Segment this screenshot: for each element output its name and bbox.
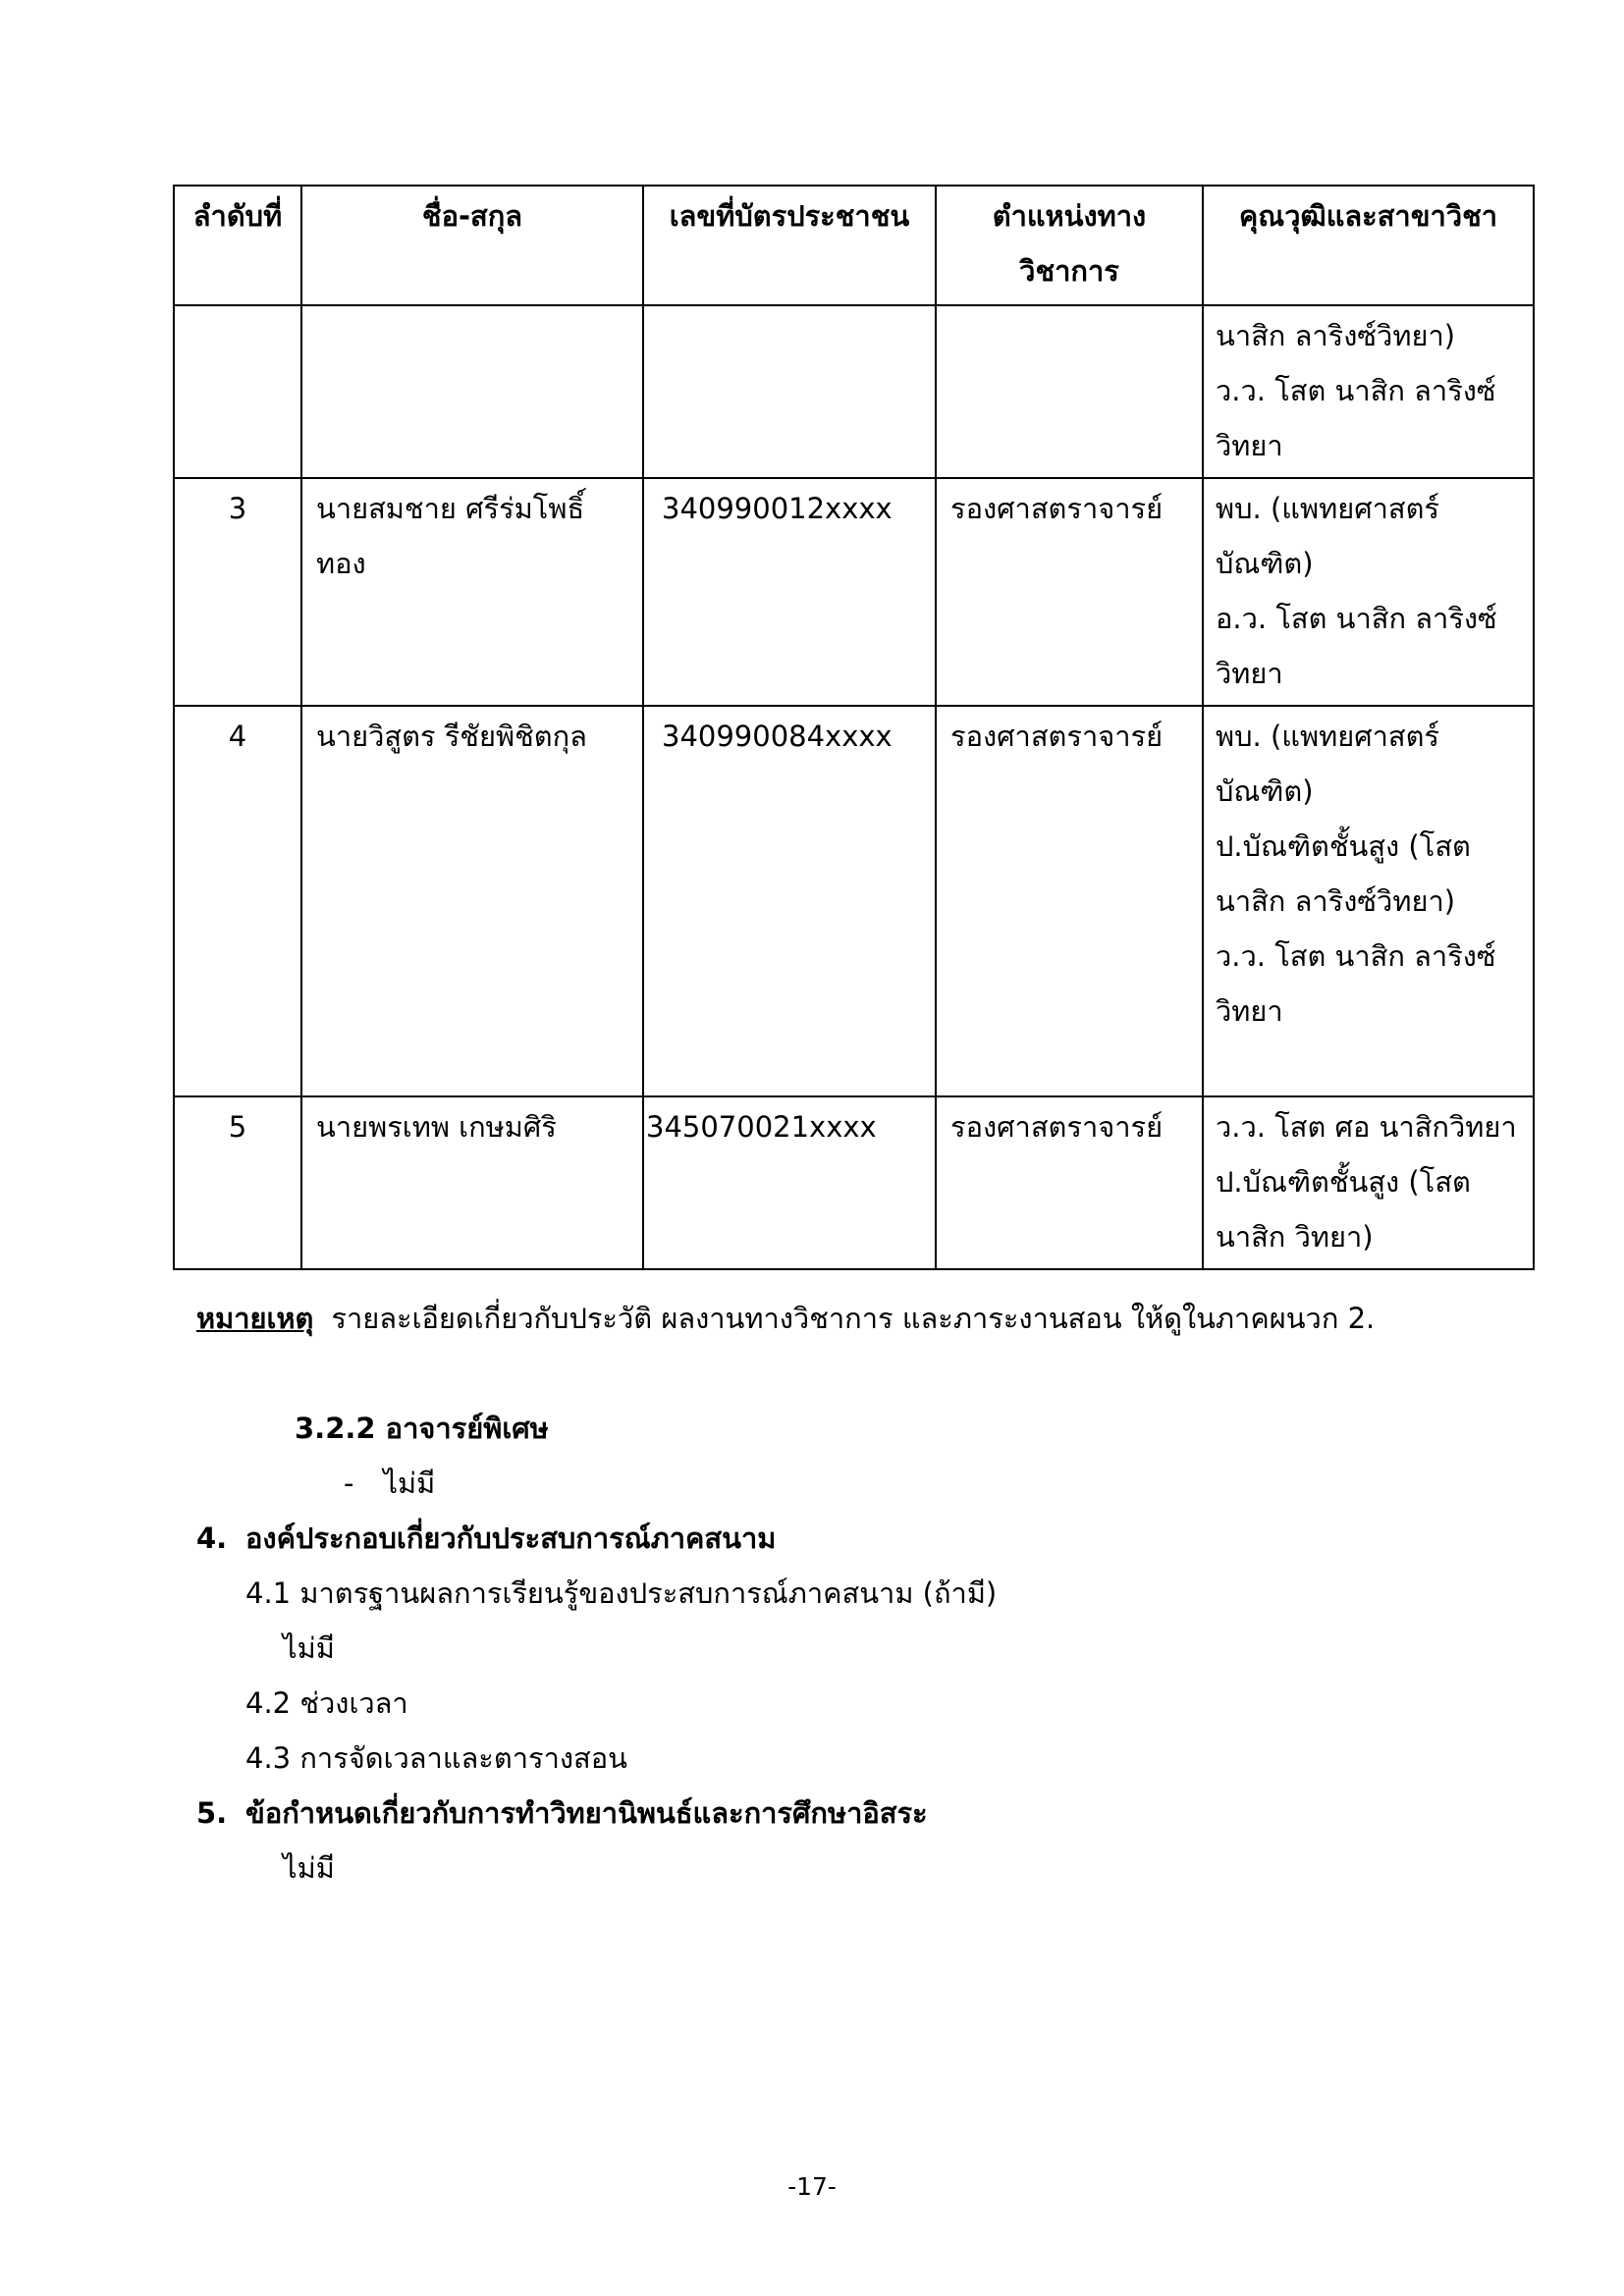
cell-position: รองศาสตราจารย์ [936,1096,1203,1269]
cell-qualification: ว.ว. โสต ศอ นาสิกวิทยา ป.บัณฑิตชั้นสูง (โสต นาสิก วิทยา) [1203,1096,1534,1269]
cell-qualification: พบ. (แพทยศาสตร์ บัณฑิต) ป.บัณฑิตชั้นสูง (โสต นาสิก ลาริงซ์วิทยา) ว.ว. โสต นาสิก ลาริงซ์ วิทยา [1203,706,1534,1096]
cell-no: 5 [174,1096,301,1269]
note-text: รายละเอียดเกี่ยวกับประวัติ ผลงานทางวิชาการ และภาระงานสอน ให้ดูในภาคผนวก 2. [331,1302,1376,1335]
note-label: หมายเหตุ [196,1302,314,1335]
cell-position: รองศาสตราจารย์ [936,706,1203,1096]
cell-name: นายวิสูตร รีชัยพิชิตกุล [301,706,643,1096]
cell-id: 340990084xxxx [643,706,936,1096]
cell-qualification: นาสิก ลาริงซ์วิทยา) ว.ว. โสต นาสิก ลาริงซ์ วิทยา [1203,305,1534,478]
section-4-number: 4. [196,1522,228,1555]
cell-no: 3 [174,478,301,706]
cell-name: นายพรเทพ เกษมศิริ [301,1096,643,1269]
cell-position: รองศาสตราจารย์ [936,478,1203,706]
section-3-2-2-heading: 3.2.2 อาจารย์พิเศษ [295,1412,549,1445]
section-5-heading [196,1790,928,1836]
note-paragraph [196,1296,1375,1341]
section-5-title: ข้อกำหนดเกี่ยวกับการทำวิทยานิพนธ์และการศึกษาอิสระ [245,1796,928,1830]
cell-id [643,305,936,478]
cell-position [936,305,1203,478]
section-4-1-value: ไม่มี [283,1631,335,1665]
page-number: -17- [787,2172,837,2201]
faculty-table [173,185,1535,1270]
table-header-row [174,186,1534,305]
table-row [174,478,1534,706]
cell-id: 340990012xxxx [643,478,936,706]
header-name: ชื่อ-สกุล [301,186,643,305]
cell-id: 345070021xxxx [643,1096,936,1269]
section-4-heading [196,1516,776,1561]
section-4-1: 4.1 มาตรฐานผลการเรียนรู้ของประสบการณ์ภาคสนาม (ถ้ามี) [245,1576,998,1610]
table-row [174,706,1534,1096]
header-no: ลำดับที่ [174,186,301,305]
section-4-3: 4.3 การจัดเวลาและตารางสอน [245,1741,627,1775]
table-row [174,305,1534,478]
section-4-2: 4.2 ช่วงเวลา [245,1686,408,1720]
cell-no [174,305,301,478]
cell-name: นายสมชาย ศรีร่มโพธิ์ ทอง [301,478,643,706]
table-row [174,1096,1534,1269]
header-position: ตำแหน่งทาง วิชาการ [936,186,1203,305]
bullet-dash: - [344,1467,354,1500]
cell-qualification: พบ. (แพทยศาสตร์ บัณฑิต) อ.ว. โสต นาสิก ลาริงซ์ วิทยา [1203,478,1534,706]
section-4-title: องค์ประกอบเกี่ยวกับประสบการณ์ภาคสนาม [245,1522,777,1555]
section-3-2-2-item [344,1461,435,1506]
cell-name [301,305,643,478]
header-id: เลขที่บัตรประชาชน [643,186,936,305]
section-5-number: 5. [196,1796,228,1830]
section-5-value: ไม่มี [283,1851,335,1885]
header-qualification: คุณวุฒิและสาขาวิชา [1203,186,1534,305]
section-3-2-2-value: ไม่มี [383,1467,436,1500]
cell-no: 4 [174,706,301,1096]
